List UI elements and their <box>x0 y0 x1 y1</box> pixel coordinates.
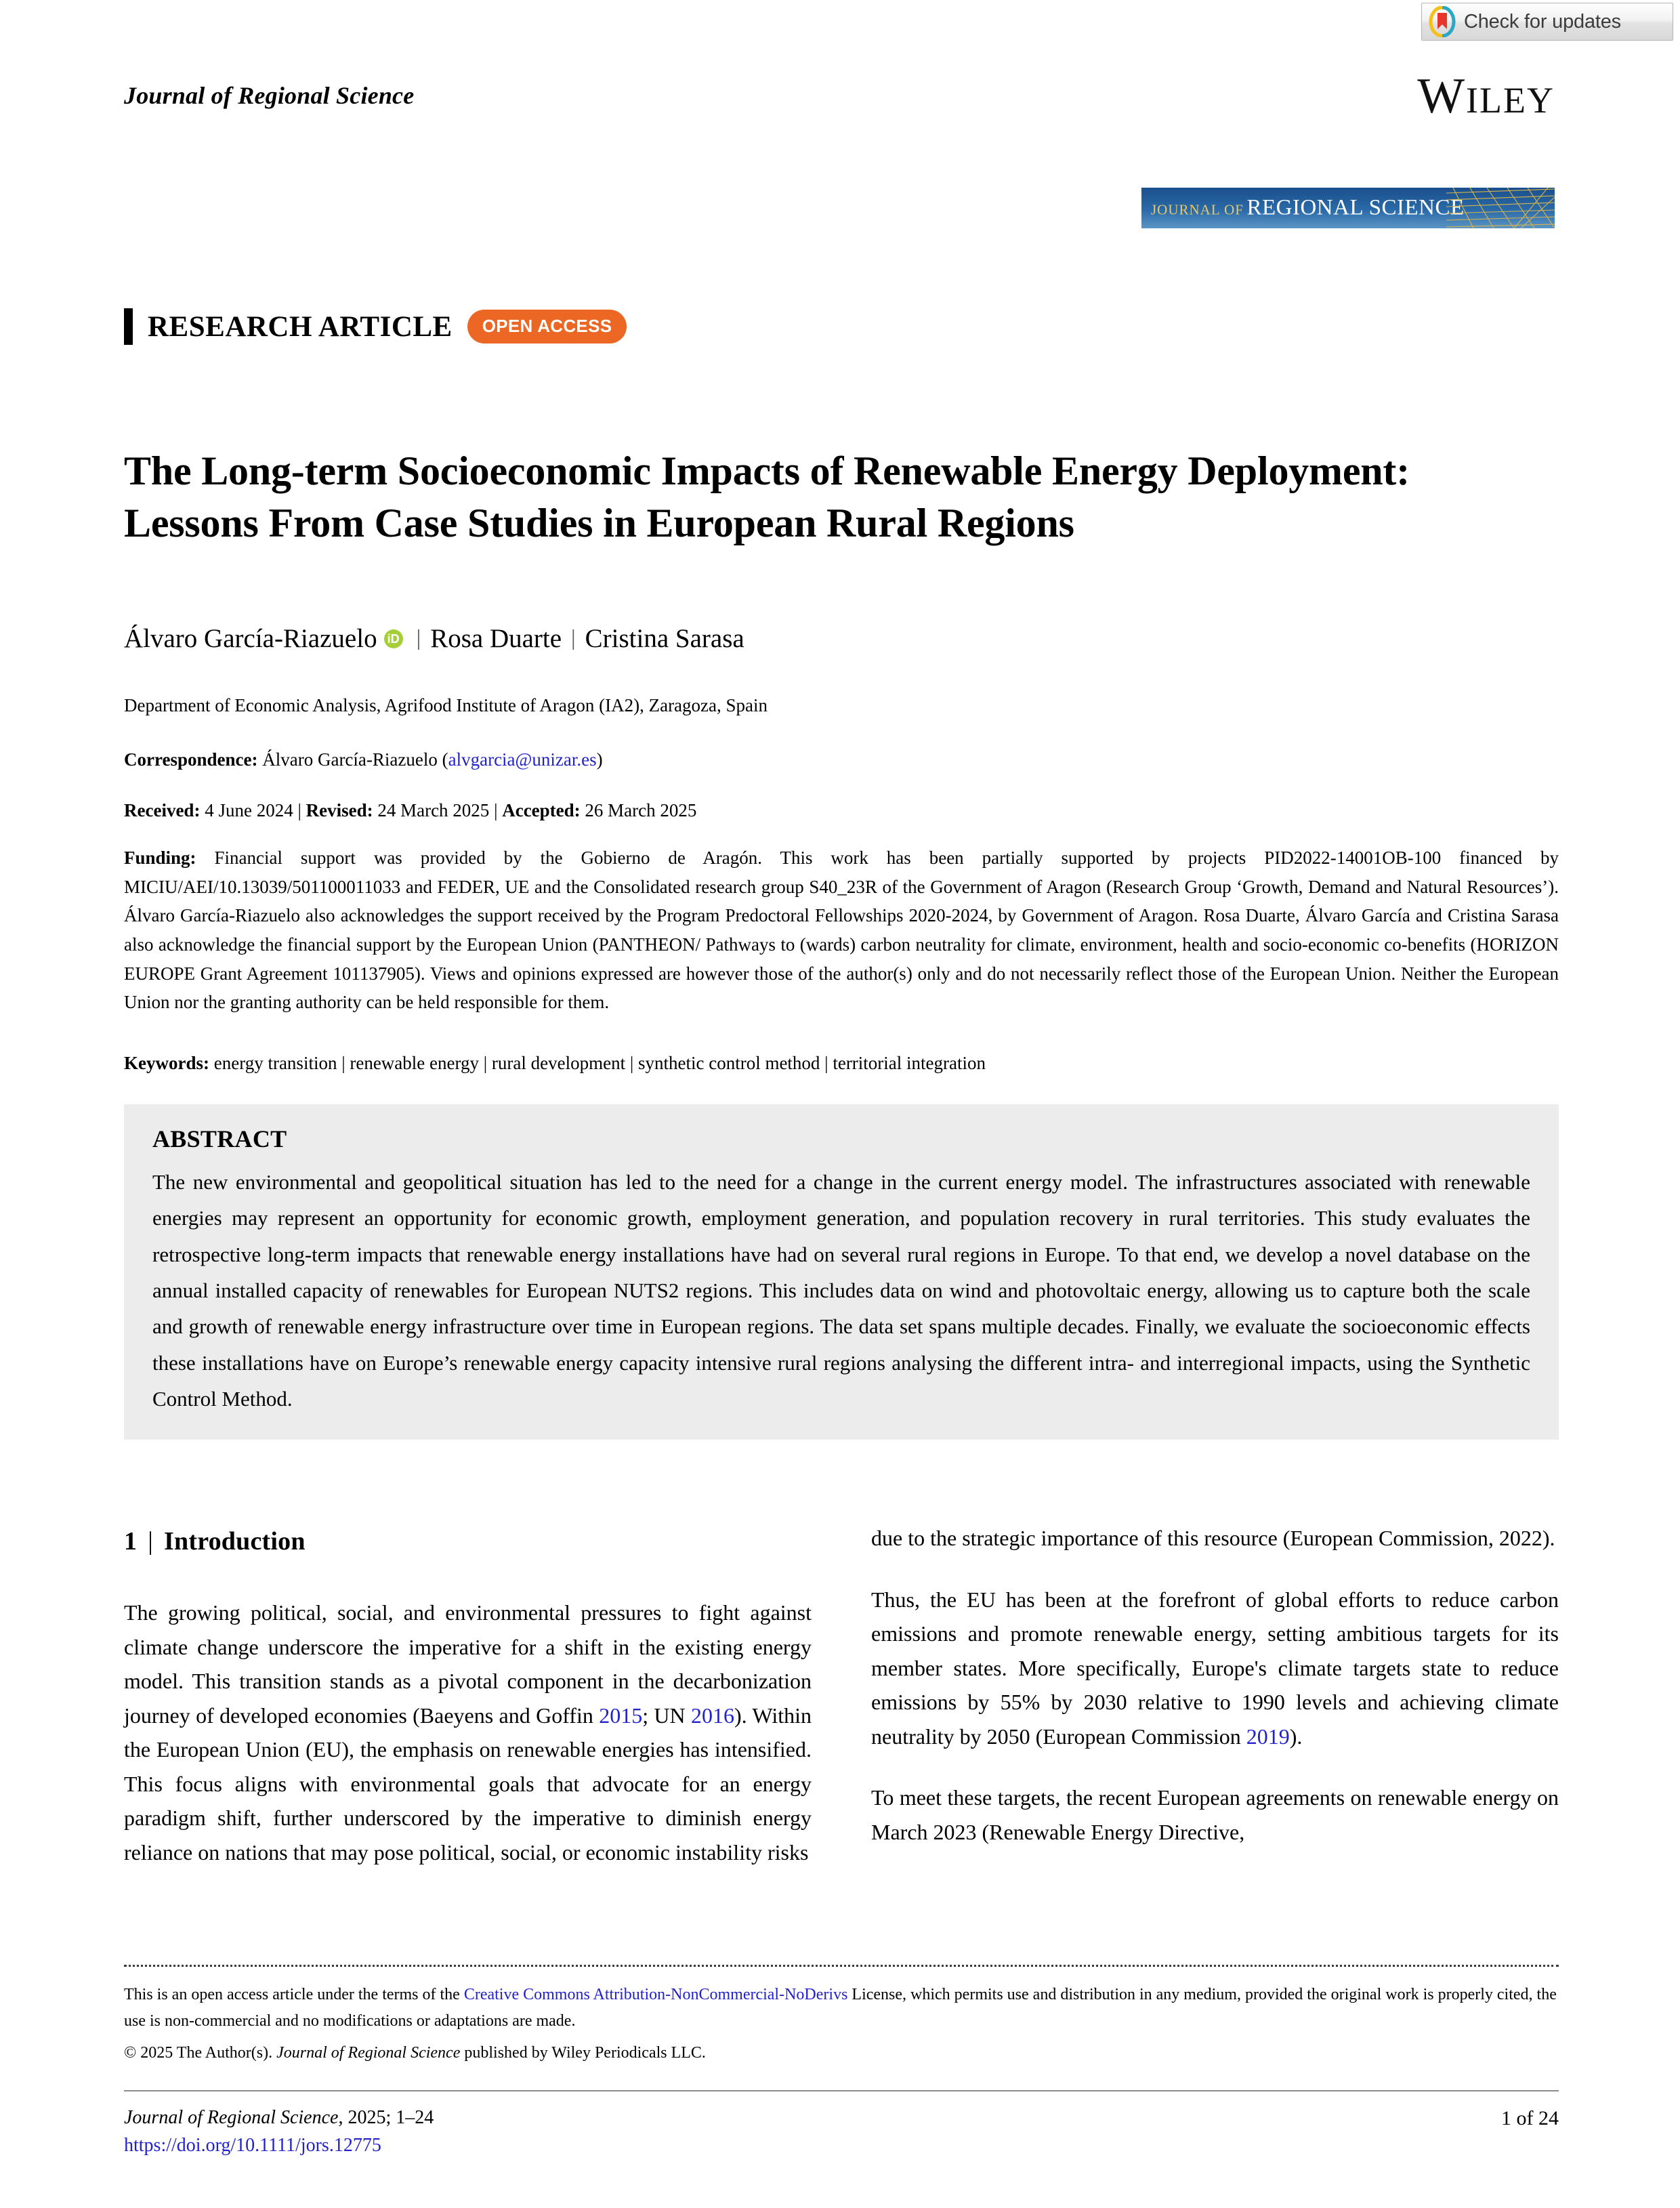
wiley-logo <box>1417 68 1555 124</box>
keywords-label: Keywords: <box>124 1053 209 1073</box>
keywords-text: energy transition | renewable energy | rural development | synthetic control method | territorial integration <box>213 1053 986 1073</box>
page-number: 1 of 24 <box>1501 2107 1559 2129</box>
journal-banner <box>1141 188 1555 228</box>
author-name-2: Rosa Duarte <box>430 624 562 653</box>
citation-line <box>124 2107 434 2129</box>
funding-statement <box>124 843 1559 1017</box>
revised-value: 24 March 2025 <box>377 800 490 820</box>
paragraph-text: ). Within the European Union (EU), the emphasis on renewable energies has intensified. This focus aligns with environmental goals that advocate for an energy paradigm shift, further underscored by the imperative to diminish energy reliance on nations that may pose political, social, or economic instability risks <box>124 1703 812 1865</box>
revised-label: Revised: <box>306 800 373 820</box>
paragraph-text: ). <box>1289 1724 1303 1749</box>
copyright-statement <box>124 2044 1559 2062</box>
journal-banner-small: JOURNAL OF <box>1151 201 1244 218</box>
wiley-logo-rest: ILEY <box>1466 80 1555 121</box>
received-value: 4 June 2024 <box>205 800 293 820</box>
keywords <box>124 1049 1452 1078</box>
paragraph <box>124 1596 812 1869</box>
paragraph: due to the strategic importance of this resource (European Commission, 2022). <box>871 1526 1555 1550</box>
author-separator: | <box>571 626 576 650</box>
date-separator: | <box>494 800 498 820</box>
page-footer <box>124 2107 1559 2157</box>
correspondence-name: Álvaro García-Riazuelo ( <box>262 749 448 770</box>
funding-label: Funding: <box>124 848 196 868</box>
received-label: Received: <box>124 800 201 820</box>
license-statement <box>124 1982 1559 2035</box>
abstract-heading: ABSTRACT <box>152 1125 287 1152</box>
citation-link[interactable]: 2016 <box>691 1703 734 1728</box>
correspondence-label: Correspondence: <box>124 749 258 770</box>
accepted-value: 26 March 2025 <box>585 800 697 820</box>
article-type-marker <box>124 308 133 345</box>
author-name-3: Cristina Sarasa <box>585 624 744 653</box>
paragraph-text: The growing political, social, and environmental pressures to fight against climate change underscore the imperative for a shift in the existing energy model. This transition stands as a pivotal component in the decarbonization journey of developed economies (Baeyens and Goffin <box>124 1600 812 1728</box>
license-link[interactable]: Creative Commons Attribution-NonCommercial-NoDerivs <box>463 1986 848 2003</box>
banner-grid-graphic <box>1446 188 1555 228</box>
article-type-row <box>124 308 627 345</box>
copyright-text-a: © 2025 The Author(s). <box>124 2044 277 2062</box>
open-access-badge: OPEN ACCESS <box>467 310 627 343</box>
journal-name-header: Journal of Regional Science <box>124 82 415 109</box>
body-column-right <box>871 1521 1559 1869</box>
copyright-journal: Journal of Regional Science <box>276 2044 461 2062</box>
correspondence-email-link[interactable]: alvgarcia@unizar.es <box>448 749 597 770</box>
license-text-b: License, which permits use and distribution in any medium, provided the original work is properly cited, the use is non-commercial and no modifications or adaptations are made. <box>124 1986 1557 2030</box>
affiliation: Department of Economic Analysis, Agrifood Institute of Aragon (IA2), Zaragoza, Spain <box>124 695 768 715</box>
section-number: 1 <box>124 1527 138 1556</box>
paragraph-text: ; UN <box>642 1703 691 1728</box>
section-bar: | <box>148 1527 154 1556</box>
journal-banner-large: REGIONAL SCIENCE <box>1246 195 1465 220</box>
check-for-updates-label: Check for updates <box>1464 10 1621 33</box>
bottom-divider <box>124 2090 1559 2091</box>
funding-text: Financial support was provided by the Gobierno de Aragón. This work has been partially supported by projects PID2022-14001OB-100 financed by MICIU/AEI/10.13039/501100011033 and FEDER, UE and the Consolidated research group S40_23R of the Government of Aragon (Research Group ‘Growth, Demand and Natural Resources’). Álvaro García-Riazuelo also acknowledges the support received by the Program Predoctoral Fellowships 2020-2024, by Government of Aragon. Rosa Duarte, Álvaro García and Cristina Sarasa also acknowledge the financial support by the European Union (PANTHEON/ Pathways to (wards) carbon neutrality for climate, environment, health and socio-economic co-benefits (HORIZON EUROPE Grant Agreement 101137905). Views and opinions expressed are however those of the author(s) only and do not necessarily reflect those of the European Union. Neither the European Union nor the granting authority can be held responsible for them. <box>124 848 1559 1013</box>
author-separator: | <box>416 626 421 650</box>
crossmark-icon <box>1429 6 1456 37</box>
correspondence-close: ) <box>596 749 603 770</box>
paragraph: To meet these targets, the recent European agreements on renewable energy on March 2023 (Renewable Energy Directive, <box>871 1785 1559 1844</box>
abstract-body: The new environmental and geopolitical situation has led to the need for a change in the current energy model. The infrastructures associated with renewable energies may represent an opportunity for economic growth, employment generation, and population recovery in rural territories. This study evaluates the retrospective long-term impacts that renewable energy installations have had on several rural regions in Europe. To that end, we develop a novel database on the annual installed capacity of renewables for European NUTS2 regions. This includes data on wind and photovoltaic energy, allowing us to capture both the scale and growth of renewable energy infrastructure over time in European regions. The data set spans multiple decades. Finally, we evaluate the socioeconomic effects these installations have on Europe’s renewable energy capacity intensive rural regions analysing the different intra- and interregional impacts, using the Synthetic Control Method. <box>152 1170 1530 1411</box>
abstract-section <box>124 1104 1559 1440</box>
section-heading-introduction <box>124 1521 812 1562</box>
doi-link[interactable]: https://doi.org/10.1111/jors.12775 <box>124 2135 381 2156</box>
article-dates <box>124 796 1452 825</box>
correspondence <box>124 745 1452 774</box>
paragraph-text: Thus, the EU has been at the forefront of global efforts to reduce carbon emissions and promote renewable energy, setting ambitious targets for its member states. More specifically, Europe's climate targets state to reduce emissions by 55% by 2030 relative to 1990 levels and achieving climate neutrality by 2050 (European Commission <box>871 1587 1559 1749</box>
citation-journal: Journal of Regional Science <box>124 2107 339 2128</box>
section-title: Introduction <box>164 1527 306 1556</box>
copyright-text-b: published by Wiley Periodicals LLC. <box>460 2044 706 2062</box>
journal-banner-text <box>1151 196 1465 221</box>
article-type-label: RESEARCH ARTICLE <box>148 310 453 343</box>
date-separator: | <box>297 800 301 820</box>
orcid-icon[interactable]: iD <box>384 629 403 648</box>
paragraph <box>871 1583 1559 1754</box>
accepted-label: Accepted: <box>502 800 581 820</box>
license-text-a: This is an open access article under the terms of the <box>124 1986 464 2003</box>
citation-link[interactable]: 2019 <box>1246 1724 1290 1749</box>
body-column-left <box>124 1521 812 1869</box>
author-list <box>124 623 744 654</box>
check-for-updates-button[interactable] <box>1421 3 1673 41</box>
author-name-1: Álvaro García-Riazuelo <box>124 624 377 653</box>
citation-link[interactable]: 2015 <box>599 1703 643 1728</box>
citation-rest: , 2025; 1–24 <box>338 2107 434 2128</box>
citation-block <box>124 2107 434 2157</box>
page-title: The Long-term Socioeconomic Impacts of Renewable Energy Deployment: Lessons From Case Studies in European Rural Regions <box>124 449 1410 545</box>
body-columns <box>124 1521 1559 1869</box>
wiley-logo-w: W <box>1417 68 1467 124</box>
footer-divider <box>124 1965 1559 1967</box>
